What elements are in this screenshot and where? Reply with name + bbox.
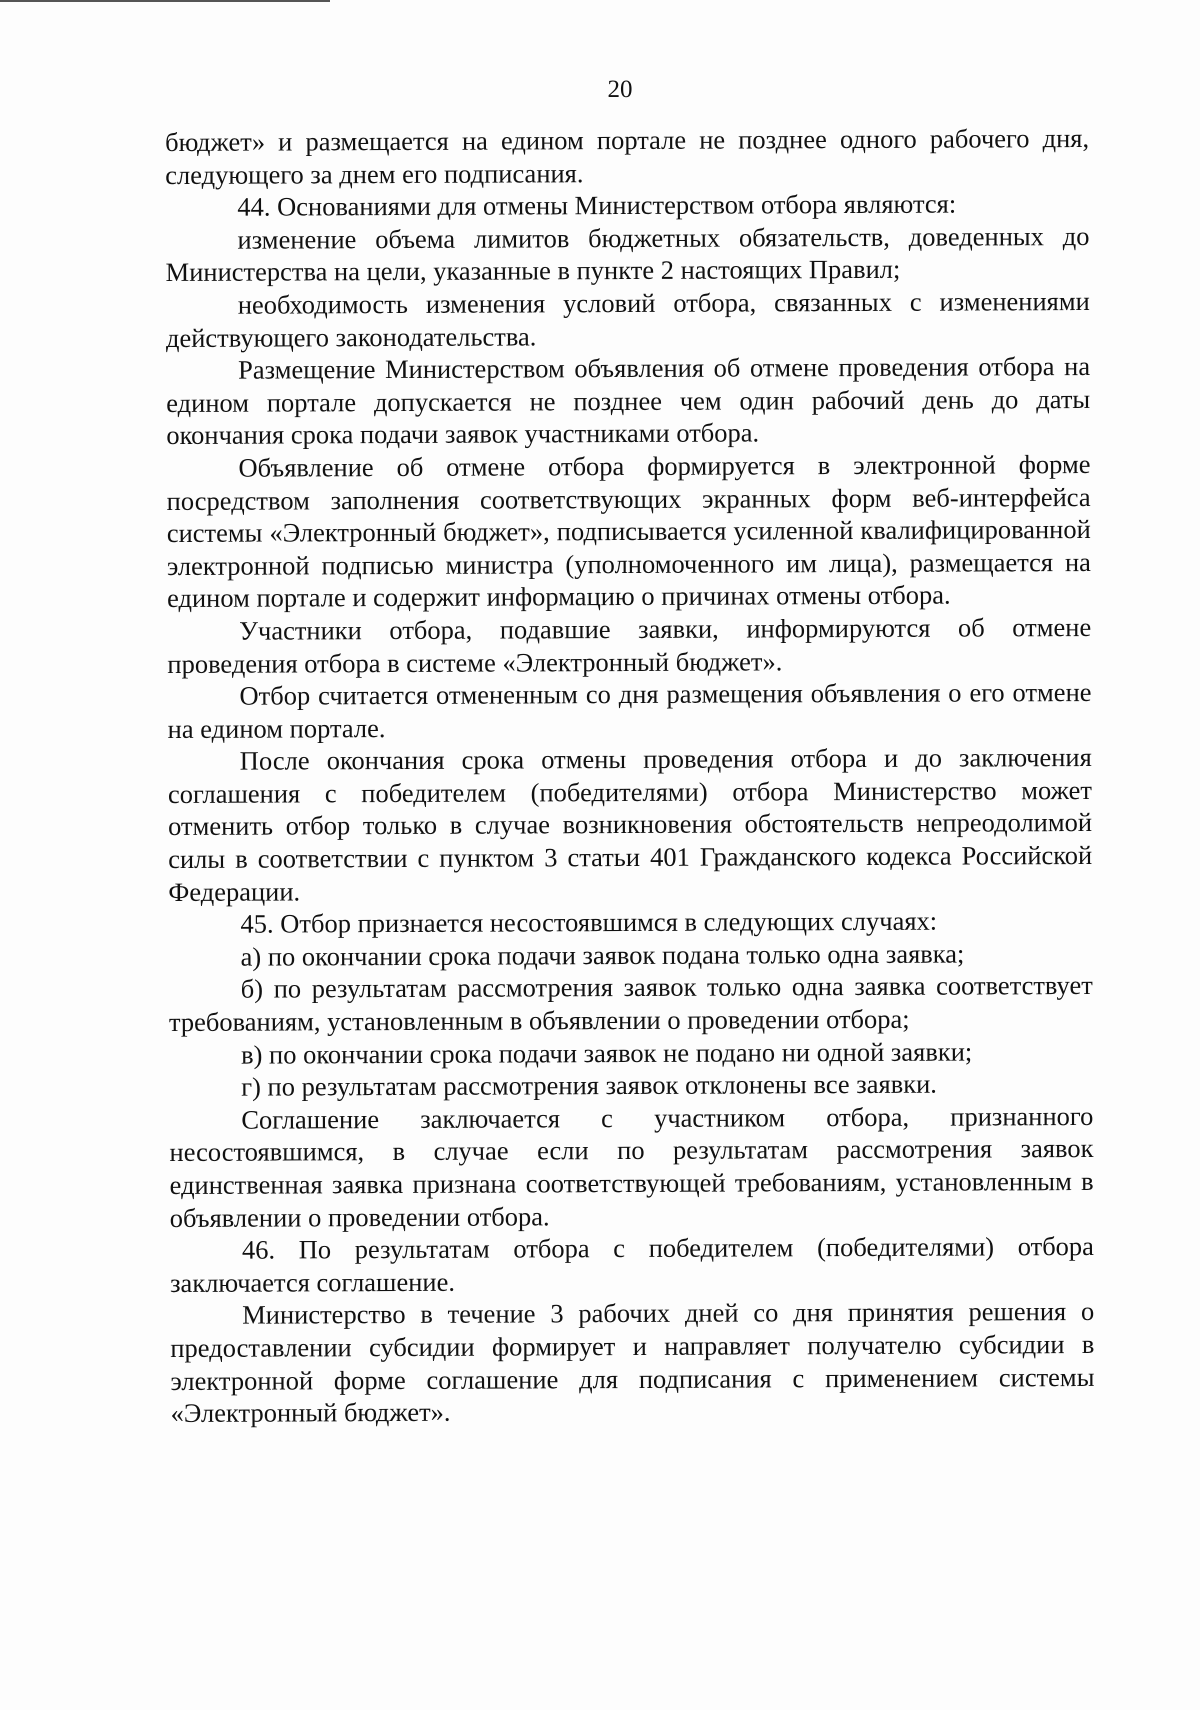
paragraph: Объявление об отмене отбора формируется в электронной форме посредством заполнения соответствующих экранных форм веб-интерфейса системы «Электронный бюджет», подписывается усиленной квалифицированной электронной подписью министра (уполномоченного им лица), размещается на едином портале и содержит информацию о причинах отмены отбора. (166, 448, 1091, 614)
list-item-a: а) по окончании срока подачи заявок подана только одна заявка; (240, 938, 965, 972)
paragraph-item-46: 46. По результатам отбора с победителем (победителями) отбора заключается соглашение. (169, 1231, 1094, 1298)
list-item-b: б) по результатам рассмотрения заявок только одна заявка соответствует требованиям, установленным в объявлении о проведении отбора; (168, 970, 1093, 1038)
scan-edge-line (0, 0, 330, 2)
list-item-g: г) по результатам рассмотрения заявок отклонены все заявки. (241, 1068, 937, 1102)
paragraph: необходимость изменения условий отбора, связанных с изменениями действующего законодательства. (165, 285, 1090, 353)
paragraph-item-44: 44. Основаниями для отмены Министерством отбора являются: (237, 188, 957, 222)
page-number: 20 (607, 76, 633, 103)
paragraph-continuation: бюджет» и размещается на едином портале не позднее одного рабочего дня, следующего за днем его подписания. (165, 122, 1090, 190)
paragraph: После окончания срока отмены проведения отбора и до заключения соглашения с победителем (победителями) отбора Министерство может отменить отбор только в случае возникновения обстоятельств непреодолимой силы в соответствии с пунктом 3 статьи 401 Гражданского кодекса Российской Федерации. (167, 742, 1093, 907)
paragraph: Министерство в течение 3 рабочих дней со дня принятия решения о предоставлении субсидии формирует и направляет получателю субсидии в электронной форме соглашение для подписания с применением системы «Электронный бюджет». (170, 1296, 1095, 1429)
paragraph: Участники отбора, подавшие заявки, информируются об отмене проведения отбора в системе «Электронный бюджет». (167, 611, 1092, 679)
paragraph: Размещение Министерством объявления об отмене проведения отбора на едином портале допускается не позднее чем один рабочий день до даты окончания срока подачи заявок участниками отбора. (166, 351, 1091, 451)
paragraph: Соглашение заключается с участником отбора, признанного несостоявшимся, в случае если по результатам рассмотрения заявок единственная заявка признана соответствующей требованиям, установленным в объявлении о проведении отбора. (169, 1100, 1094, 1233)
list-item-v: в) по окончании срока подачи заявок не подано ни одной заявки; (240, 1036, 973, 1070)
paragraph: Отбор считается отмененным со дня размещения объявления о его отмене на едином портале. (167, 677, 1092, 744)
paragraph-item-45: 45. Отбор признается несостоявшимся в следующих случаях: (240, 905, 938, 939)
paragraph: изменение объема лимитов бюджетных обязательств, доведенных до Министерства на цели, указанные в пункте 2 настоящих Правил; (165, 220, 1090, 288)
document-body (165, 122, 1095, 1430)
